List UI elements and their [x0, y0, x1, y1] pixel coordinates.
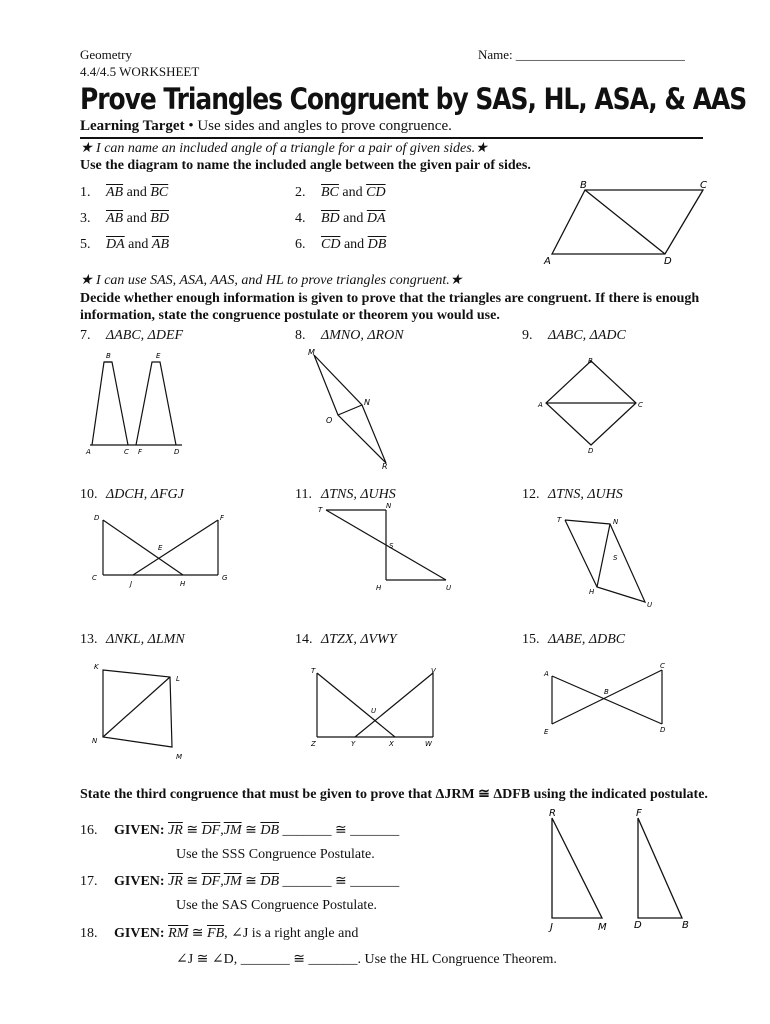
divider [80, 137, 703, 139]
svg-text:S: S [389, 542, 394, 550]
label-a: A [544, 256, 551, 267]
svg-text:U: U [371, 707, 377, 715]
problem-12: 12. ΔTNS, ΔUHS [522, 487, 623, 502]
figure-15 [540, 662, 675, 742]
svg-text:D: D [660, 726, 666, 734]
svg-text:D: D [94, 514, 100, 522]
svg-text:T: T [311, 667, 316, 675]
svg-text:C: C [92, 574, 97, 582]
svg-text:U: U [647, 601, 653, 609]
svg-text:D: D [634, 920, 642, 931]
svg-text:H: H [376, 584, 382, 592]
course-name: Geometry [80, 47, 132, 62]
svg-text:K: K [94, 663, 99, 671]
svg-text:M: M [308, 348, 315, 357]
figure-13 [88, 655, 198, 765]
can-statement-1: ★ I can name an included angle of a triangle for a pair of given sides.★ [80, 141, 488, 156]
svg-text:O: O [326, 416, 333, 425]
svg-text:E: E [158, 544, 163, 552]
svg-text:F: F [636, 808, 642, 819]
question-16-hint: Use the SSS Congruence Postulate. [176, 847, 375, 862]
figure-9 [536, 355, 646, 455]
svg-text:H: H [180, 580, 186, 588]
instruction-3: State the third congruence that must be given to prove that ΔJRM ≅ ΔDFB using the indicated postulate. [80, 787, 708, 802]
figure-14 [305, 665, 445, 750]
question-17: 17. GIVEN: $\overline{JR}$ ≅ $\overline{DF},\overline{JM}$ ≅ $\overline{DB}$ _______ ≅ _______ [80, 874, 400, 889]
svg-text:N: N [364, 398, 370, 407]
question-3: 3. $\overline{AB}$ and $\overline{BD}$ [80, 211, 169, 226]
svg-text:C: C [660, 662, 665, 670]
svg-text:R: R [382, 462, 388, 470]
question-5: 5. $\overline{DA}$ and $\overline{AB}$ [80, 237, 169, 252]
svg-text:J: J [550, 922, 553, 933]
svg-text:X: X [389, 740, 394, 748]
svg-text:A: A [544, 670, 549, 678]
svg-text:T: T [318, 506, 323, 514]
question-6: 6. $\overline{CD}$ and $\overline{DB}$ [295, 237, 387, 252]
svg-text:M: M [176, 753, 183, 761]
parallelogram-figure [540, 178, 715, 268]
label-c: C [700, 180, 707, 191]
svg-text:B: B [106, 352, 111, 360]
figure-7 [82, 350, 192, 460]
svg-text:Z: Z [311, 740, 316, 748]
svg-text:D: D [588, 447, 594, 455]
svg-text:C: C [124, 448, 129, 456]
question-2: 2. $\overline{BC}$ and $\overline{CD}$ [295, 185, 386, 200]
instruction-1: Use the diagram to name the included angle between the given pair of sides. [80, 158, 531, 173]
svg-text:H: H [589, 588, 595, 596]
svg-text:N: N [613, 518, 619, 526]
svg-text:S: S [613, 554, 618, 562]
figure-8 [300, 345, 400, 470]
problem-15: 15. ΔABE, ΔDBC [522, 632, 626, 647]
svg-text:E: E [156, 352, 161, 360]
instruction-2: Decide whether enough information is given to prove that the triangles are congruent. If there is enough information, state the congruence postulate or theorem you would use. [80, 291, 700, 323]
svg-text:A: A [86, 448, 91, 456]
svg-text:F: F [220, 514, 225, 522]
question-4: 4. $\overline{BD}$ and $\overline{DA}$ [295, 211, 386, 226]
svg-text:G: G [222, 574, 228, 582]
figure-12 [555, 512, 675, 612]
name-field: Name: __________________________ [478, 47, 685, 62]
question-18: 18. GIVEN: $\overline{RM}$ ≅ $\overline{FB}$, ∠J is a right angle and [80, 926, 359, 941]
svg-text:B: B [604, 688, 609, 696]
problem-14: 14. ΔTZX, ΔVWY [295, 632, 397, 647]
svg-text:L: L [176, 675, 180, 683]
svg-text:T: T [557, 516, 562, 524]
problem-9: 9. ΔABC, ΔADC [522, 328, 626, 343]
svg-text:W: W [425, 740, 432, 748]
label-d: D [664, 256, 672, 267]
page-title: Prove Triangles Congruent by SAS, HL, ASA, & AAS [80, 82, 747, 116]
problem-10: 10. ΔDCH, ΔFGJ [80, 487, 184, 502]
worksheet-label: 4.4/4.5 WORKSHEET [80, 64, 200, 79]
svg-text:A: A [538, 401, 543, 409]
svg-text:U: U [446, 584, 452, 592]
problem-8: 8. ΔMNO, ΔRON [295, 328, 404, 343]
svg-text:B: B [588, 357, 593, 365]
can-statement-2: ★ I can use SAS, ASA, AAS, and HL to prove triangles congruent.★ [80, 273, 463, 288]
svg-text:V: V [431, 667, 436, 675]
question-18-line2: ∠J ≅ ∠D, _______ ≅ _______. Use the HL Congruence Theorem. [176, 952, 557, 967]
problem-13: 13. ΔNKL, ΔLMN [80, 632, 185, 647]
svg-text:M: M [598, 922, 607, 933]
label-b: B [580, 180, 587, 191]
svg-text:B: B [682, 920, 689, 931]
svg-text:Y: Y [351, 740, 356, 748]
triangles-figure [540, 808, 700, 936]
svg-text:C: C [638, 401, 643, 409]
problem-7: 7. ΔABC, ΔDEF [80, 328, 184, 343]
question-16: 16. GIVEN: $\overline{JR}$ ≅ $\overline{DF},\overline{JM}$ ≅ $\overline{DB}$ _______ ≅ _______ [80, 823, 400, 838]
svg-text:D: D [174, 448, 180, 456]
question-17-hint: Use the SAS Congruence Postulate. [176, 898, 378, 913]
svg-text:N: N [386, 502, 392, 510]
learning-target-label: Learning Target [80, 118, 185, 134]
svg-text:J: J [130, 580, 133, 588]
svg-text:R: R [549, 808, 556, 819]
problem-11: 11. ΔTNS, ΔUHS [295, 487, 396, 502]
figure-10 [88, 510, 238, 590]
learning-target [80, 118, 452, 135]
figure-11 [312, 502, 462, 592]
question-1: 1. $\overline{AB}$ and $\overline{BC}$ [80, 185, 169, 200]
svg-text:E: E [544, 728, 549, 736]
svg-text:N: N [92, 737, 98, 745]
learning-target-text: • Use sides and angles to prove congruence. [184, 118, 452, 134]
svg-text:F: F [138, 448, 143, 456]
